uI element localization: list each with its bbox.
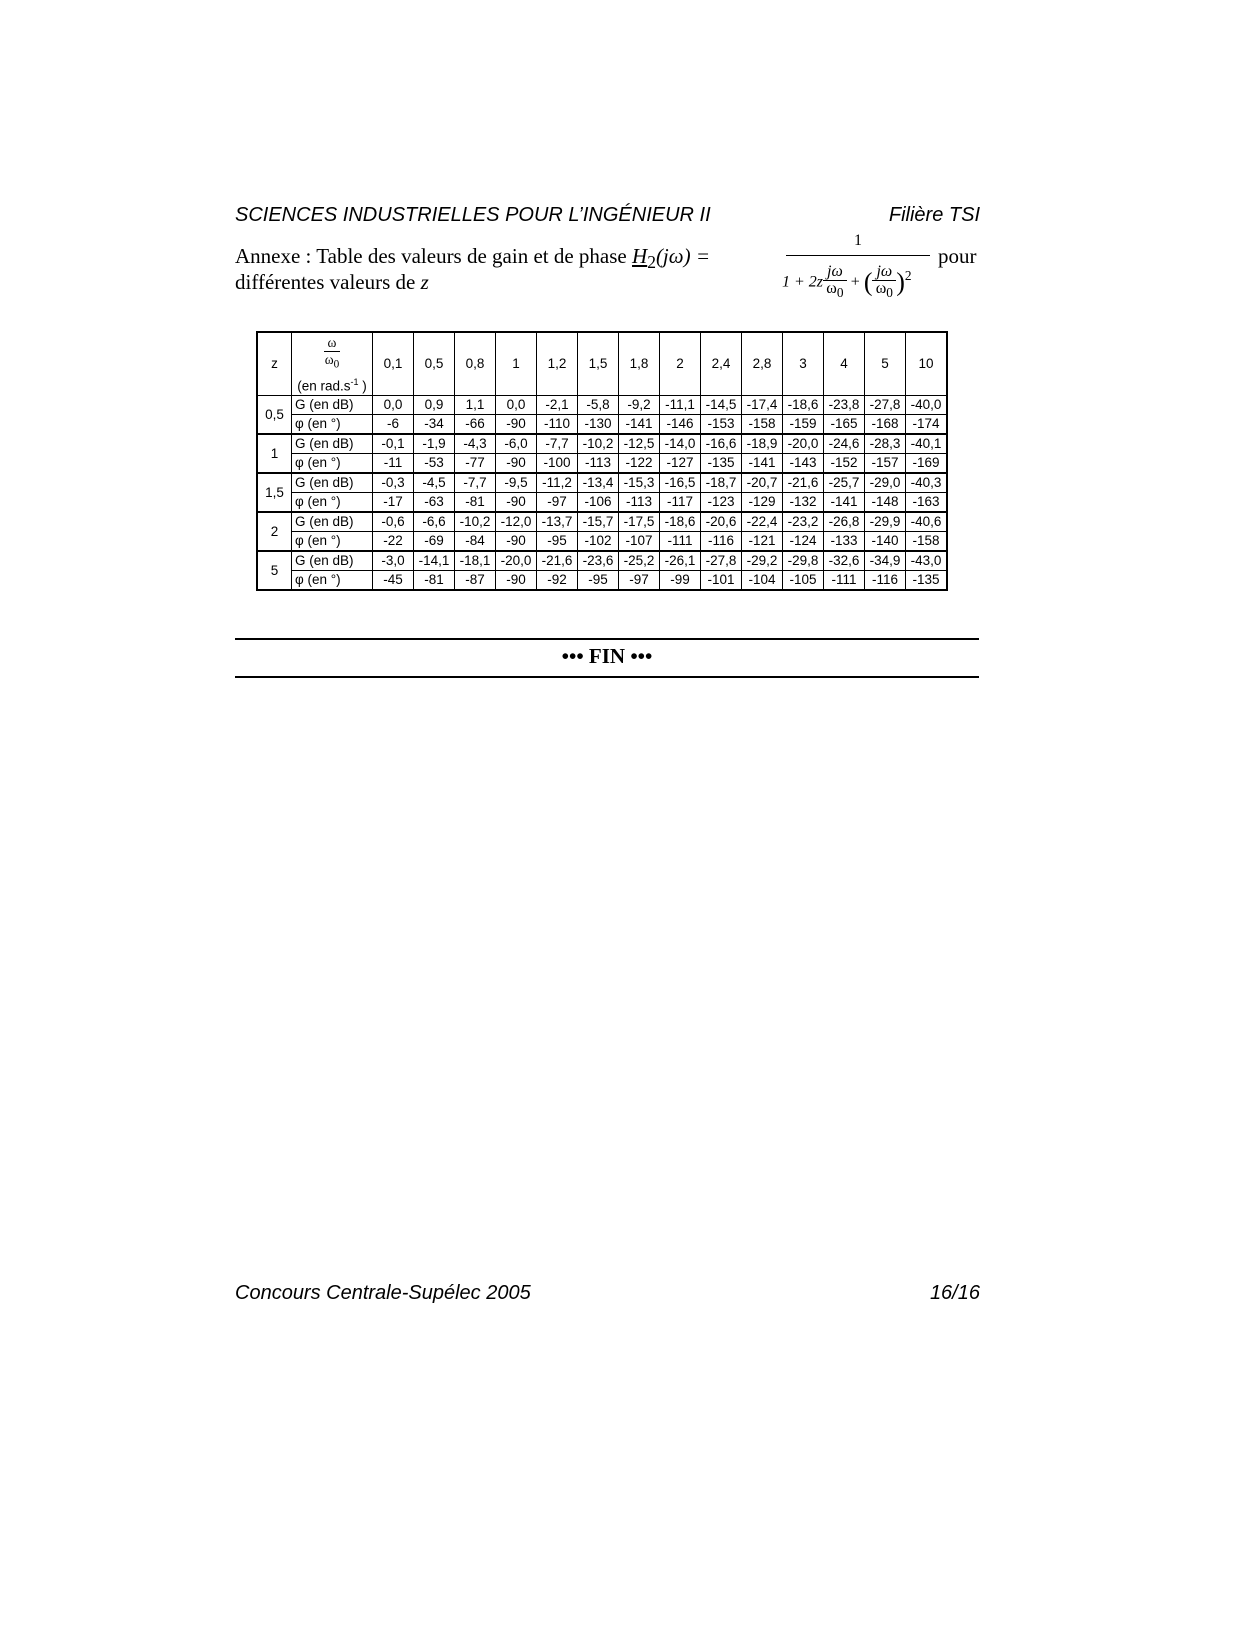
gain-cell: -6,0 [496,434,537,454]
gain-cell: -18,6 [783,396,824,415]
phase-cell: -45 [373,571,414,591]
gain-cell: -18,1 [455,551,496,571]
gain-label: G (en dB) [292,396,373,415]
omega-header [292,332,373,396]
function-name: H [632,244,648,268]
omega-header-unit-close: ) [358,378,367,394]
phase-cell: -141 [742,454,783,474]
gain-cell: -7,7 [537,434,578,454]
omega-column-header: 1,8 [619,332,660,396]
formula-denominator: 1 + 2z $\frac{j\omega}{\omega_0}$ + ( $\frac{j\omega}{\omega_0}$ )$^2$ [782,263,912,301]
phase-cell: -146 [660,415,701,435]
annexe-pour: pour [938,244,977,268]
table-row-phase [257,454,947,474]
phase-cell: -130 [578,415,619,435]
phase-cell: -117 [660,493,701,513]
gain-cell: -25,2 [619,551,660,571]
gain-cell: -40,6 [906,512,948,532]
bottom-rule [235,676,979,678]
gain-cell: -0,3 [373,473,414,493]
gain-cell: -40,1 [906,434,948,454]
gain-cell: -14,5 [701,396,742,415]
gain-cell: -15,3 [619,473,660,493]
phase-cell: -87 [455,571,496,591]
gain-cell: -13,7 [537,512,578,532]
phase-cell: -97 [537,493,578,513]
phase-cell: -90 [496,415,537,435]
gain-cell: -9,5 [496,473,537,493]
gain-cell: -18,7 [701,473,742,493]
phase-cell: -122 [619,454,660,474]
phase-cell: -129 [742,493,783,513]
gain-cell: -29,2 [742,551,783,571]
formula-frac2-bottom-sub: 0 [886,285,893,301]
gain-cell: -4,3 [455,434,496,454]
phase-cell: -121 [742,532,783,552]
phase-cell: -168 [865,415,906,435]
omega-column-header: 10 [906,332,948,396]
phase-cell: -113 [578,454,619,474]
gain-cell: -24,6 [824,434,865,454]
phase-label: φ (en °) [292,454,373,474]
formula-plus: + [850,273,860,291]
phase-cell: -6 [373,415,414,435]
gain-cell: -13,4 [578,473,619,493]
formula-numerator: 1 [854,232,862,249]
gain-cell: -12,5 [619,434,660,454]
gain-label: G (en dB) [292,551,373,571]
z-value: 0,5 [257,396,292,435]
annexe-title [235,244,710,273]
phase-cell: -97 [619,571,660,591]
phase-cell: -22 [373,532,414,552]
gain-cell: -7,7 [455,473,496,493]
gain-phase-table-wrapper [256,331,948,591]
gain-cell: -20,0 [783,434,824,454]
phase-cell: -141 [824,493,865,513]
table-body [257,396,947,591]
gain-cell: -1,9 [414,434,455,454]
gain-cell: -16,6 [701,434,742,454]
formula-denominator-start: 1 + 2z [782,273,824,291]
gain-cell: -2,1 [537,396,578,415]
phase-cell: -143 [783,454,824,474]
omega-header-bottom: ω [324,352,334,367]
annexe-line2-text: différentes valeurs de [235,270,416,294]
phase-cell: -111 [660,532,701,552]
gain-cell: -3,0 [373,551,414,571]
formula-frac2-top: jω [872,264,896,281]
formula-frac-top: jω [823,264,847,281]
gain-cell: -16,5 [660,473,701,493]
phase-cell: -165 [824,415,865,435]
formula-frac-bottom-sub: 0 [836,285,844,301]
phase-cell: -92 [537,571,578,591]
phase-cell: -100 [537,454,578,474]
gain-cell: -17,5 [619,512,660,532]
gain-cell: -26,1 [660,551,701,571]
phase-cell: -124 [783,532,824,552]
phase-cell: -84 [455,532,496,552]
phase-label: φ (en °) [292,532,373,552]
gain-cell: -20,6 [701,512,742,532]
table-header-row [257,332,947,396]
gain-cell: -23,8 [824,396,865,415]
gain-cell: -25,7 [824,473,865,493]
omega-column-header: 2,8 [742,332,783,396]
gain-cell: -6,6 [414,512,455,532]
gain-cell: -5,8 [578,396,619,415]
phase-cell: -66 [455,415,496,435]
gain-cell: -23,6 [578,551,619,571]
z-value: 1 [257,434,292,473]
phase-label: φ (en °) [292,415,373,435]
gain-cell: -0,1 [373,434,414,454]
phase-cell: -81 [455,493,496,513]
gain-cell: -23,2 [783,512,824,532]
function-subscript: 2 [647,252,656,273]
phase-cell: -102 [578,532,619,552]
omega-column-header: 2,4 [701,332,742,396]
gain-cell: -14,1 [414,551,455,571]
annexe-line2-var: z [420,270,429,294]
gain-cell: -29,9 [865,512,906,532]
table-row-gain [257,473,947,493]
phase-cell: -69 [414,532,455,552]
phase-cell: -163 [906,493,948,513]
phase-cell: -77 [455,454,496,474]
fin-marker: ••• FIN ••• [561,644,653,668]
phase-cell: -81 [414,571,455,591]
top-rule [235,638,979,640]
gain-cell: -9,2 [619,396,660,415]
phase-cell: -158 [906,532,948,552]
gain-cell: -15,7 [578,512,619,532]
phase-cell: -111 [824,571,865,591]
omega-header-bottom-sub: 0 [333,358,340,371]
gain-cell: -10,2 [455,512,496,532]
table-row-gain [257,434,947,454]
phase-cell: -152 [824,454,865,474]
footer-page-number: 16/16 [929,1282,980,1304]
table-row-phase [257,532,947,552]
phase-cell: -34 [414,415,455,435]
omega-column-header: 2 [660,332,701,396]
omega-column-header: 3 [783,332,824,396]
gain-cell: -20,7 [742,473,783,493]
gain-cell: 0,9 [414,396,455,415]
gain-cell: -27,8 [701,551,742,571]
gain-cell: -22,4 [742,512,783,532]
gain-cell: -27,8 [865,396,906,415]
gain-cell: -21,6 [537,551,578,571]
gain-cell: -40,3 [906,473,948,493]
omega-column-header: 5 [865,332,906,396]
gain-cell: -14,0 [660,434,701,454]
formula-fraction-bar [786,255,930,256]
phase-cell: -116 [865,571,906,591]
gain-cell: 0,0 [496,396,537,415]
table-row-gain [257,396,947,415]
phase-cell: -95 [578,571,619,591]
z-value: 2 [257,512,292,551]
formula-frac-bottom: ω [826,280,837,297]
omega-header-unit: (en rad.s [297,378,351,394]
table-row-gain [257,512,947,532]
gain-cell: -32,6 [824,551,865,571]
omega-column-header: 4 [824,332,865,396]
gain-label: G (en dB) [292,434,373,454]
gain-cell: -43,0 [906,551,948,571]
z-value: 5 [257,551,292,590]
phase-cell: -106 [578,493,619,513]
gain-cell: -29,8 [783,551,824,571]
gain-cell: -10,2 [578,434,619,454]
phase-cell: -140 [865,532,906,552]
phase-cell: -17 [373,493,414,513]
gain-cell: -20,0 [496,551,537,571]
gain-cell: -29,0 [865,473,906,493]
phase-cell: -159 [783,415,824,435]
omega-header-unit-sup: -1 [350,376,359,387]
phase-cell: -127 [660,454,701,474]
phase-cell: -133 [824,532,865,552]
phase-cell: -63 [414,493,455,513]
phase-cell: -153 [701,415,742,435]
gain-cell: 1,1 [455,396,496,415]
gain-cell: 0,0 [373,396,414,415]
phase-cell: -53 [414,454,455,474]
gain-cell: -34,9 [865,551,906,571]
omega-column-header: 0,1 [373,332,414,396]
transfer-function-formula [782,232,934,312]
z-header: z [257,332,292,396]
phase-cell: -113 [619,493,660,513]
gain-phase-table [256,331,948,591]
phase-cell: -132 [783,493,824,513]
table-row-gain [257,551,947,571]
omega-column-header: 1,2 [537,332,578,396]
phase-cell: -101 [701,571,742,591]
phase-cell: -148 [865,493,906,513]
gain-cell: -11,2 [537,473,578,493]
omega-column-header: 1,5 [578,332,619,396]
phase-cell: -90 [496,571,537,591]
phase-label: φ (en °) [292,571,373,591]
z-value: 1,5 [257,473,292,512]
annexe-line2 [235,270,429,295]
annexe-intro: Annexe : Table des valeurs de gain et de phase [235,244,627,268]
phase-cell: -99 [660,571,701,591]
table-row-phase [257,415,947,435]
phase-cell: -157 [865,454,906,474]
gain-cell: -11,1 [660,396,701,415]
phase-label: φ (en °) [292,493,373,513]
gain-cell: -18,9 [742,434,783,454]
phase-cell: -90 [496,454,537,474]
phase-cell: -174 [906,415,948,435]
phase-cell: -158 [742,415,783,435]
header-subject: SCIENCES INDUSTRIELLES POUR L’INGÉNIEUR II [235,204,711,226]
phase-cell: -110 [537,415,578,435]
phase-cell: -135 [701,454,742,474]
gain-cell: -26,8 [824,512,865,532]
phase-cell: -95 [537,532,578,552]
gain-cell: -40,0 [906,396,948,415]
omega-column-header: 0,8 [455,332,496,396]
gain-label: G (en dB) [292,512,373,532]
table-row-phase [257,493,947,513]
omega-header-top: ω [324,335,341,352]
phase-cell: -107 [619,532,660,552]
gain-cell: -4,5 [414,473,455,493]
phase-cell: -104 [742,571,783,591]
footer-contest: Concours Centrale-Supélec 2005 [235,1282,531,1304]
formula-frac2-bottom: ω [875,280,887,297]
table-row-phase [257,571,947,591]
omega-column-header: 0,5 [414,332,455,396]
phase-cell: -105 [783,571,824,591]
phase-cell: -135 [906,571,948,591]
function-argument: (jω) = [655,244,711,268]
phase-cell: -169 [906,454,948,474]
phase-cell: -116 [701,532,742,552]
phase-cell: -123 [701,493,742,513]
header-track: Filière TSI [888,204,980,226]
gain-cell: -28,3 [865,434,906,454]
phase-cell: -90 [496,532,537,552]
gain-cell: -17,4 [742,396,783,415]
phase-cell: -141 [619,415,660,435]
gain-cell: -12,0 [496,512,537,532]
phase-cell: -11 [373,454,414,474]
gain-cell: -21,6 [783,473,824,493]
gain-cell: -0,6 [373,512,414,532]
gain-cell: -18,6 [660,512,701,532]
gain-label: G (en dB) [292,473,373,493]
omega-column-header: 1 [496,332,537,396]
formula-exponent: 2 [904,267,912,283]
phase-cell: -90 [496,493,537,513]
